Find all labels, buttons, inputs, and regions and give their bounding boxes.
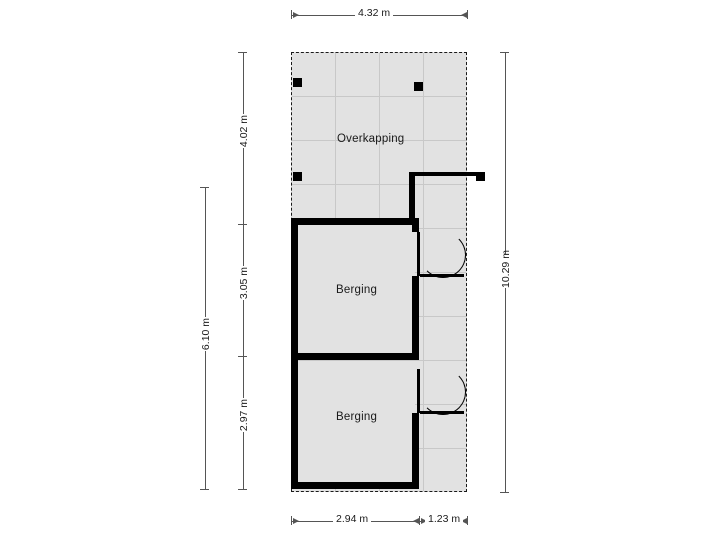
dimension-tick [238,224,247,225]
dimension-label-left-inner-3: 2.97 m [235,398,253,432]
dimension-label-left-outer: 6.10 m [197,317,215,351]
door-swing-arc-upper [420,232,466,278]
post-marker [293,172,302,181]
wall-top [291,218,419,225]
dimension-arrow [461,12,467,18]
dimension-tick [238,489,247,490]
overhang-post-wall [409,172,415,220]
dimension-label-bottom-right: 1.23 m [425,513,463,525]
dimension-tick [291,10,292,19]
dimension-label-left-inner-2: 3.05 m [235,266,253,300]
wall-right-segment [412,413,419,489]
dimension-arrow [293,12,299,18]
post-marker [414,82,423,91]
wall-right-segment [412,276,419,360]
tile-gridline-horizontal [292,96,466,97]
room-label-berging-lower: Berging [336,411,378,423]
dimension-tick [419,516,420,525]
dimension-tick [238,52,247,53]
berging-lower-floor [297,361,415,485]
dimension-label-top: 4.32 m [355,7,393,19]
door-swing-arc-lower [420,369,466,415]
room-label-overkapping: Overkapping [337,133,405,145]
post-marker [293,78,302,87]
door-leaf-upper-open [420,274,464,277]
dimension-tick [291,516,292,525]
dimension-label-bottom-left: 2.94 m [333,513,371,525]
dimension-tick [238,356,247,357]
dimension-arrow [293,518,299,524]
door-leaf-lower-open [420,411,464,414]
overhang-edge-wall [409,172,481,176]
wall-bottom [291,482,419,489]
tile-gridline-horizontal [292,184,466,185]
dimension-tick [500,52,509,53]
dimension-arrow [413,518,419,524]
dimension-tick [500,492,509,493]
wall-right-segment [412,218,419,232]
wall-interior-divider [291,353,419,360]
dimension-label-left-inner-1: 4.02 m [235,114,253,148]
dimension-tick [200,187,209,188]
room-label-berging-upper: Berging [336,284,378,296]
dimension-label-right: 10.29 m [497,254,515,288]
dimension-tick [467,516,468,525]
dimension-tick [467,10,468,19]
dimension-tick [200,489,209,490]
